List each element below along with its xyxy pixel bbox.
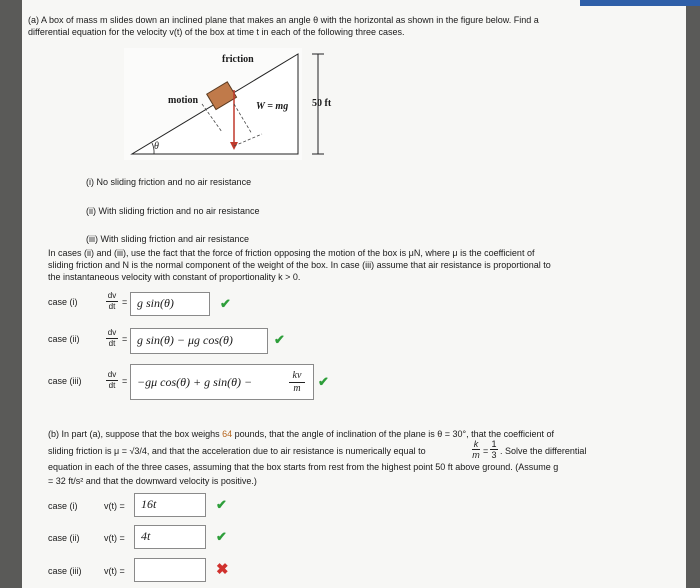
part-b-line3: equation in each of the three cases, assuming that the box starts from rest from the highest point 50 ft above ground. (Assume g — [48, 462, 559, 472]
k-over-m-fraction: $\frac{k}{m}$ — [472, 439, 480, 460]
vt-label: v(t) = — [104, 533, 125, 543]
part-b-line1: (b) In part (a), suppose that the box weighs 64 pounds, that the angle of inclination of the plane is θ = 30°, that the coefficient of — [48, 429, 555, 439]
answer-a-iii: −gμ cos(θ) + g sin(θ) − — [137, 375, 253, 389]
part-b-line2b: . Solve the differential — [500, 446, 587, 456]
case-i-description: (i) No sliding friction and no air resistance — [86, 177, 252, 187]
friction-label: friction — [222, 54, 254, 65]
weight-label: W = mg — [256, 101, 289, 112]
case-ii-label-a: case (ii) — [48, 334, 80, 344]
case-iii-label-b: case (iii) — [48, 566, 82, 576]
paragraph-line2: sliding friction and N is the normal component of the weight of the box. In case (iii) assume that air resistance is proportional to — [48, 260, 551, 270]
dv-dt-fraction-ii: $\frac{dv}{dt}$ — [107, 328, 117, 348]
answer-box-b-iii[interactable] — [134, 558, 206, 582]
motion-label: motion — [168, 95, 198, 106]
answer-box-b-ii[interactable] — [134, 525, 206, 549]
answer-box-a-iii[interactable] — [130, 364, 314, 400]
case-i-label-a: case (i) — [48, 297, 78, 307]
top-accent-bar — [580, 0, 700, 6]
answer-box-a-i[interactable] — [130, 292, 210, 316]
incorrect-cross-icon: ✖ — [216, 561, 229, 578]
correct-check-icon: ✔ — [274, 332, 285, 347]
answer-box-a-ii[interactable] — [130, 328, 268, 354]
equals-sign: = — [483, 446, 489, 456]
part-a-line1: (a) A box of mass m slides down an inclined plane that makes an angle θ with the horizontal as shown in the figure below. Find a — [28, 15, 539, 25]
vt-label: v(t) = — [104, 566, 125, 576]
one-third-fraction: $\frac{1}{3}$ — [491, 439, 497, 460]
case-iii-label-a: case (iii) — [48, 376, 82, 386]
part-b-line2a: sliding friction is μ = √3/4, and that the acceleration due to air resistance is numerically equal to — [48, 446, 426, 456]
answer-b-i: 16t — [141, 497, 157, 511]
correct-check-icon: ✔ — [318, 374, 329, 389]
paragraph-line3: the instantaneous velocity with constant of proportionality k > 0. — [48, 272, 301, 282]
paragraph-line1: In cases (ii) and (iii), use the fact that the force of friction opposing the motion of the box is μN, where μ is the coefficient of — [48, 248, 535, 258]
answer-box-b-i[interactable] — [134, 493, 206, 517]
case-ii-description: (ii) With sliding friction and no air resistance — [86, 206, 260, 216]
case-i-label-b: case (i) — [48, 501, 78, 511]
dv-dt-fraction-iii: $\frac{dv}{dt}$ — [107, 370, 117, 390]
part-a-line2: differential equation for the velocity v(t) of the box at time t in each of the following three cases. — [28, 27, 405, 37]
equals-sign: = — [122, 334, 128, 344]
case-ii-label-b: case (ii) — [48, 533, 80, 543]
height-label: 50 ft — [312, 98, 332, 109]
answer-b-ii: 4t — [141, 529, 151, 543]
answer-a-i: g sin(θ) — [137, 296, 174, 310]
angle-label: θ — [154, 141, 159, 152]
correct-check-icon: ✔ — [220, 296, 231, 311]
case-iii-description: (iii) With sliding friction and air resistance — [86, 234, 250, 244]
part-b-line4: = 32 ft/s² and that the downward velocity is positive.) — [48, 476, 257, 486]
weight-value: 64 — [222, 429, 233, 439]
homework-page — [22, 0, 686, 588]
answer-a-ii: g sin(θ) − μg cos(θ) — [137, 333, 233, 347]
equals-sign: = — [122, 376, 128, 386]
correct-check-icon: ✔ — [216, 497, 227, 512]
dv-dt-fraction-i: $\frac{dv}{dt}$ — [107, 291, 117, 311]
correct-check-icon: ✔ — [216, 529, 227, 544]
kv-over-m-fraction: $\frac{kv}{m}$ — [289, 370, 305, 395]
vt-label: v(t) = — [104, 501, 125, 511]
equals-sign: = — [122, 297, 128, 307]
